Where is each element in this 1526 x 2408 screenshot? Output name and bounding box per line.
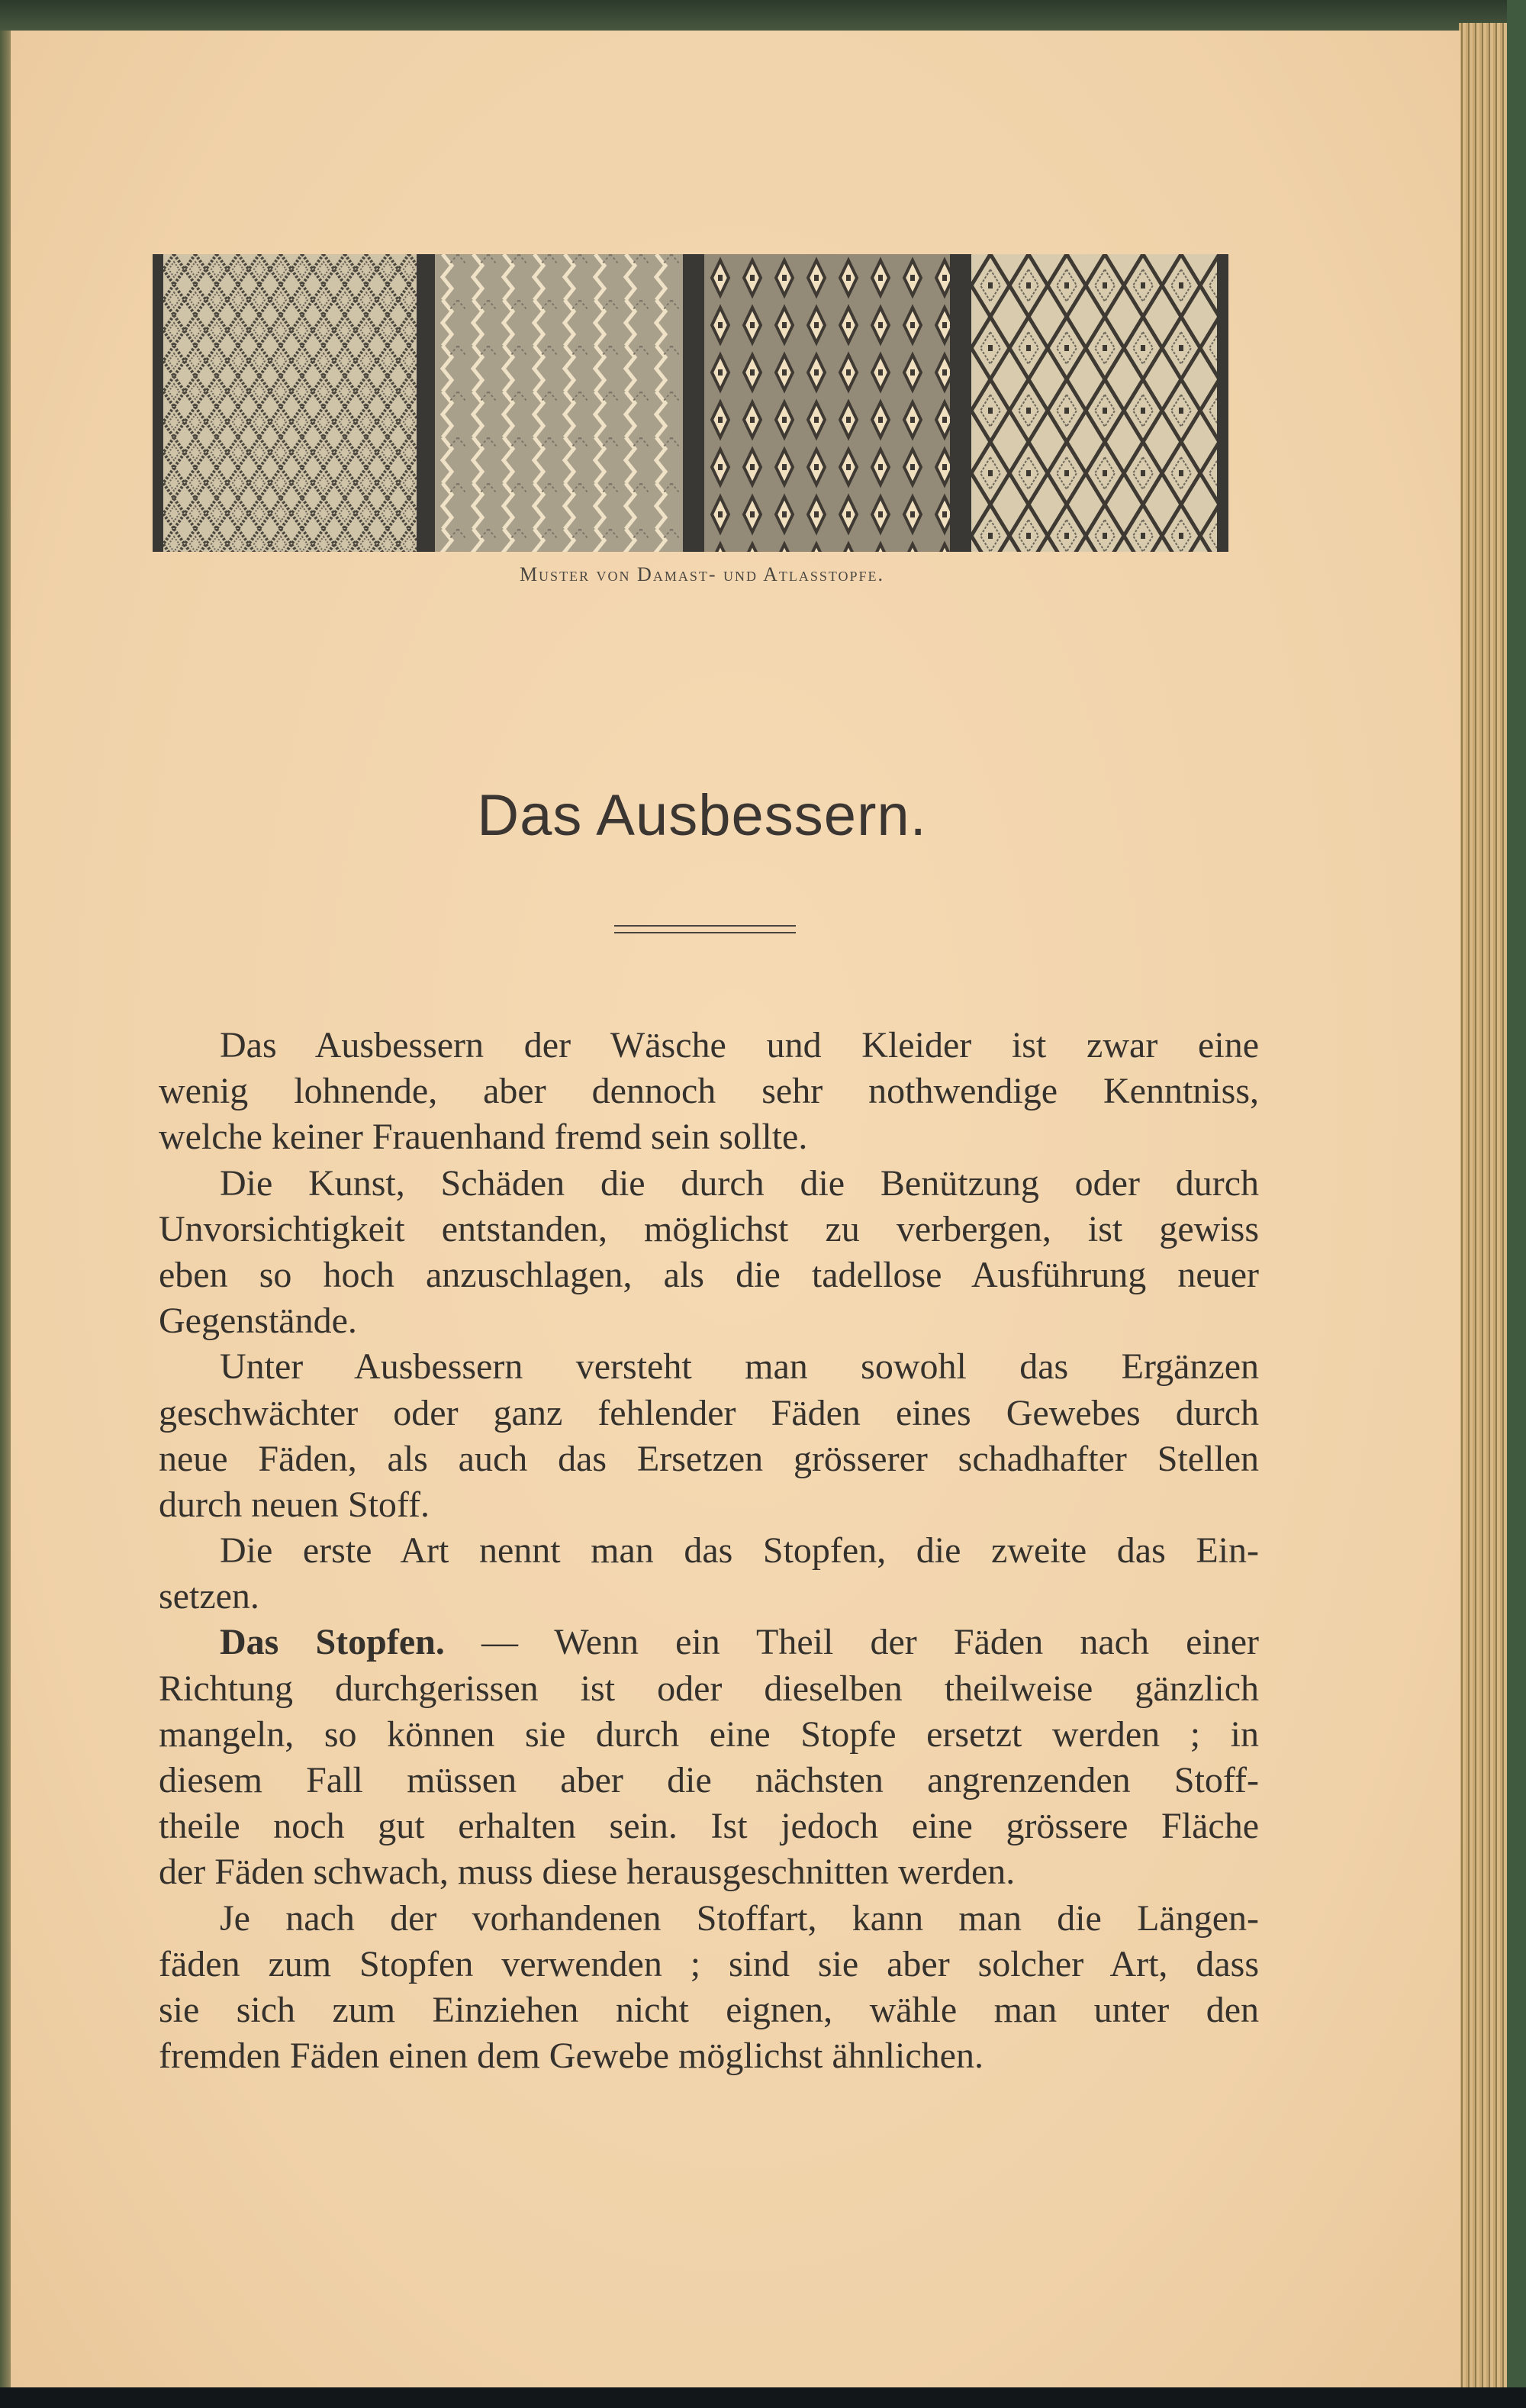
text-line: eben so hoch anzuschlagen, als die tadellose Ausführung neuer [159,1254,1259,1295]
text-line: durch neuen Stoff. [159,1484,430,1525]
text-line: wenig lohnende, aber dennoch sehr nothwendige Kenntniss, [159,1071,1259,1112]
title-rule [614,932,796,933]
text-line: setzen. [159,1576,259,1617]
text-line: der Fäden schwach, muss diese herausgeschnitten werden. [159,1852,1016,1893]
text-line: Unter Ausbessern versteht man sowohl das Ergänzen [220,1346,1259,1388]
text-line: Richtung durchgerissen ist oder dieselben theilweise gänzlich [159,1668,1259,1709]
book-top-edge [0,0,1526,34]
chapter-title: Das Ausbessern. [477,783,927,848]
pattern-divider [950,254,971,552]
text-line: mangeln, so können sie durch eine Stopfe ersetzt werden ; in [159,1713,1259,1755]
text-line: welche keiner Frauenhand fremd sein sollte. [159,1117,808,1158]
pattern-panel-lattice-diamond [971,254,1217,552]
pattern-divider [683,254,704,552]
text-line: neue Fäden, als auch das Ersetzen grösserer schadhafter Stellen [159,1438,1259,1479]
text-line: Unvorsichtigkeit entstanden, möglichst zu verbergen, ist gewiss [159,1208,1259,1249]
book-cover-edge [1507,0,1526,2408]
pattern-divider [153,254,163,552]
text-line [159,1620,1259,1665]
text-line: Das Ausbessern der Wäsche und Kleider ist zwar eine [220,1025,1259,1065]
text-line: Die Kunst, Schäden die durch die Benützung oder durch [220,1162,1259,1204]
pattern-divider [1217,254,1228,552]
title-rule [614,925,796,927]
book-bottom-edge [0,2387,1526,2408]
figure-caption: Muster von Damast- und Atlasstopfe. [519,563,885,585]
text-span: — Wenn ein Theil der Fäden nach einer [444,1622,1260,1663]
text-line: theile noch gut erhalten sein. Ist jedoch eine grössere Fläche [159,1806,1259,1847]
text-line: fremden Fäden einen dem Gewebe möglichst ähnlichen. [159,2036,984,2077]
pattern-divider [417,254,435,552]
text-line: Die erste Art nennt man das Stopfen, die zweite das Ein- [220,1530,1259,1571]
text-line: sie sich zum Einziehen nicht eignen, wähle man unter den [159,1989,1259,2030]
pattern-panel-wave [435,254,683,552]
text-line: fäden zum Stopfen verwenden ; sind sie aber solcher Art, dass [159,1943,1259,1984]
pattern-panel-dotted-diamond [704,254,950,552]
text-line: Gegenstände. [159,1301,357,1342]
text-line: diesem Fall müssen aber die nächsten angrenzenden Stoff- [159,1760,1259,1800]
damask-pattern-illustration [153,254,1228,552]
pattern-panel-diamond-twill [163,254,417,552]
body-text [159,1023,1259,2079]
text-line: Je nach der vorhandenen Stoffart, kann man die Längen- [220,1897,1259,1939]
text-line: geschwächter oder ganz fehlender Fäden eines Gewebes durch [159,1392,1259,1433]
section-lead: Das Stopfen. [220,1622,445,1663]
